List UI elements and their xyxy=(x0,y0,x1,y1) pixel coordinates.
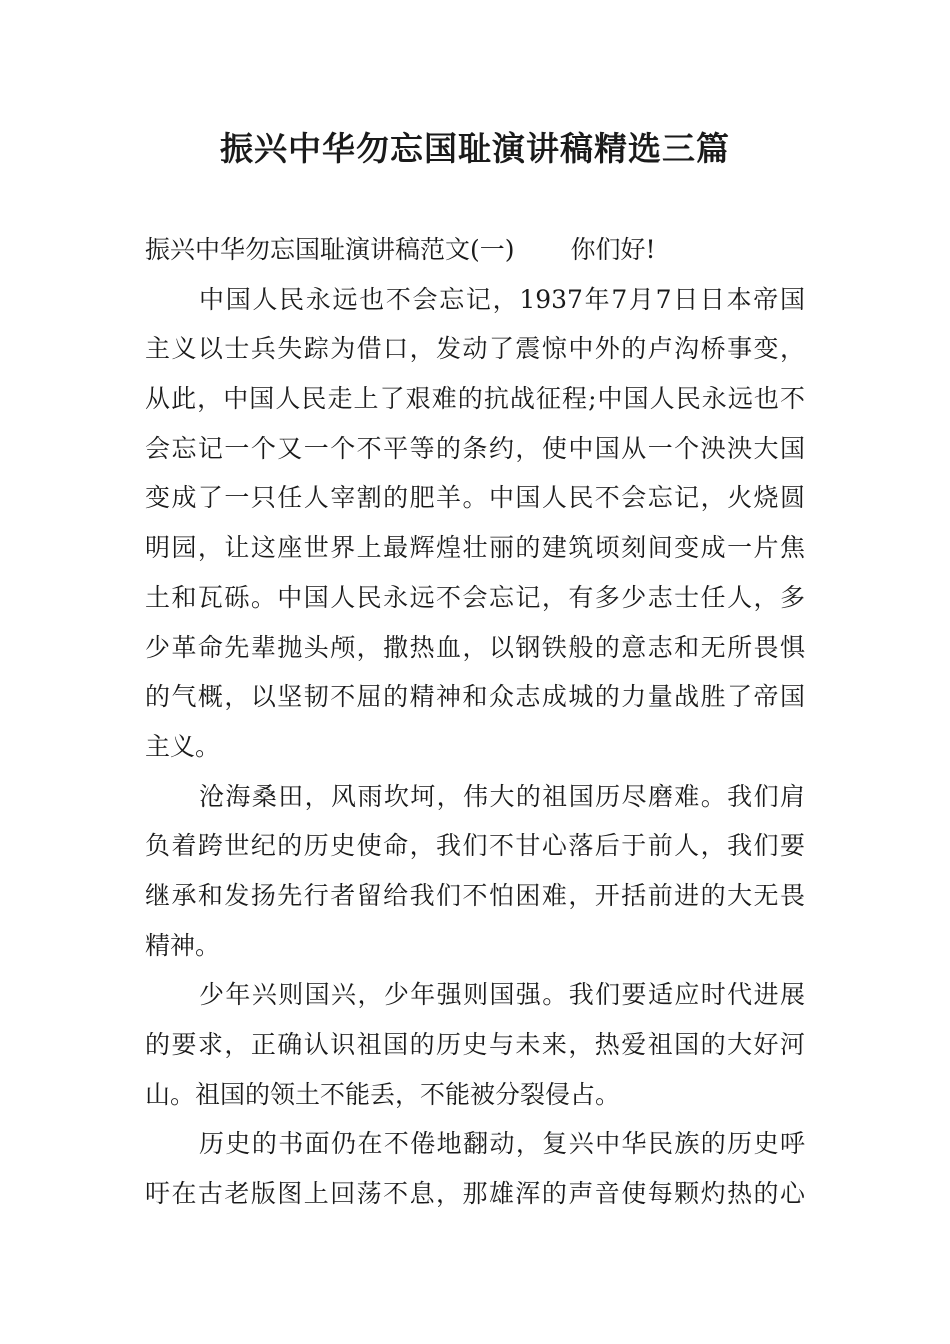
paragraph-1-line: 主义。 xyxy=(145,731,221,761)
paragraph-4-line: 吁在古老版图上回荡不息，那雄浑的声音使每颗灼热的心 xyxy=(145,1179,805,1209)
paragraph-1-line: 变成了一只任人宰割的肥羊。中国人民不会忘记，火烧圆 xyxy=(145,483,805,513)
paragraph-1-line: 会忘记一个又一个不平等的条约，使中国从一个泱泱大国 xyxy=(145,433,805,463)
paragraph-3-line: 的要求，正确认识祖国的历史与未来，热爱祖国的大好河 xyxy=(145,1030,805,1059)
subheading: 振兴中华勿忘国耻演讲稿范文(一) xyxy=(145,235,515,264)
subheading-line xyxy=(145,225,805,275)
paragraph-1-line: 的气概，以坚韧不屈的精神和众志成城的力量战胜了帝国 xyxy=(145,682,805,712)
paragraph-1-line: 从此，中国人民走上了艰难的抗战征程;中国人民永远也不 xyxy=(145,384,805,414)
paragraph-1-line: 土和瓦砾。中国人民永远不会忘记，有多少志士任人，多 xyxy=(145,582,805,612)
greeting: 你们好! xyxy=(570,235,656,264)
paragraph-1-line: 明园，让这座世界上最辉煌壮丽的建筑顷刻间变成一片焦 xyxy=(145,533,805,563)
document-title: 振兴中华勿忘国耻演讲稿精选三篇 xyxy=(220,129,730,168)
document-body xyxy=(145,225,805,1219)
paragraph-1-line: 主义以士兵失踪为借口，发动了震惊中外的卢沟桥事变， xyxy=(145,334,805,364)
paragraph-2-line: 负着跨世纪的历史使命，我们不甘心落后于前人，我们要 xyxy=(145,831,805,861)
paragraph-3-line: 山。祖国的领土不能丢，不能被分裂侵占。 xyxy=(145,1079,621,1109)
paragraph-3-line: 少年兴则国兴，少年强则国强。我们要适应时代进展 xyxy=(199,980,805,1010)
paragraph-1-line: 中国人民永远也不会忘记，1937年7月7日日本帝国 xyxy=(199,284,805,314)
paragraph-2-line: 精神。 xyxy=(145,930,221,960)
paragraph-2-line: 继承和发扬先行者留给我们不怕困难，开括前进的大无畏 xyxy=(145,880,805,910)
paragraph-4-line: 历史的书面仍在不倦地翻动，复兴中华民族的历史呼 xyxy=(199,1129,805,1159)
paragraph-1-line: 少革命先辈抛头颅，撒热血，以钢铁般的意志和无所畏惧 xyxy=(145,632,805,662)
paragraph-2-line: 沧海桑田，风雨坎坷，伟大的祖国历尽磨难。我们肩 xyxy=(199,781,805,811)
